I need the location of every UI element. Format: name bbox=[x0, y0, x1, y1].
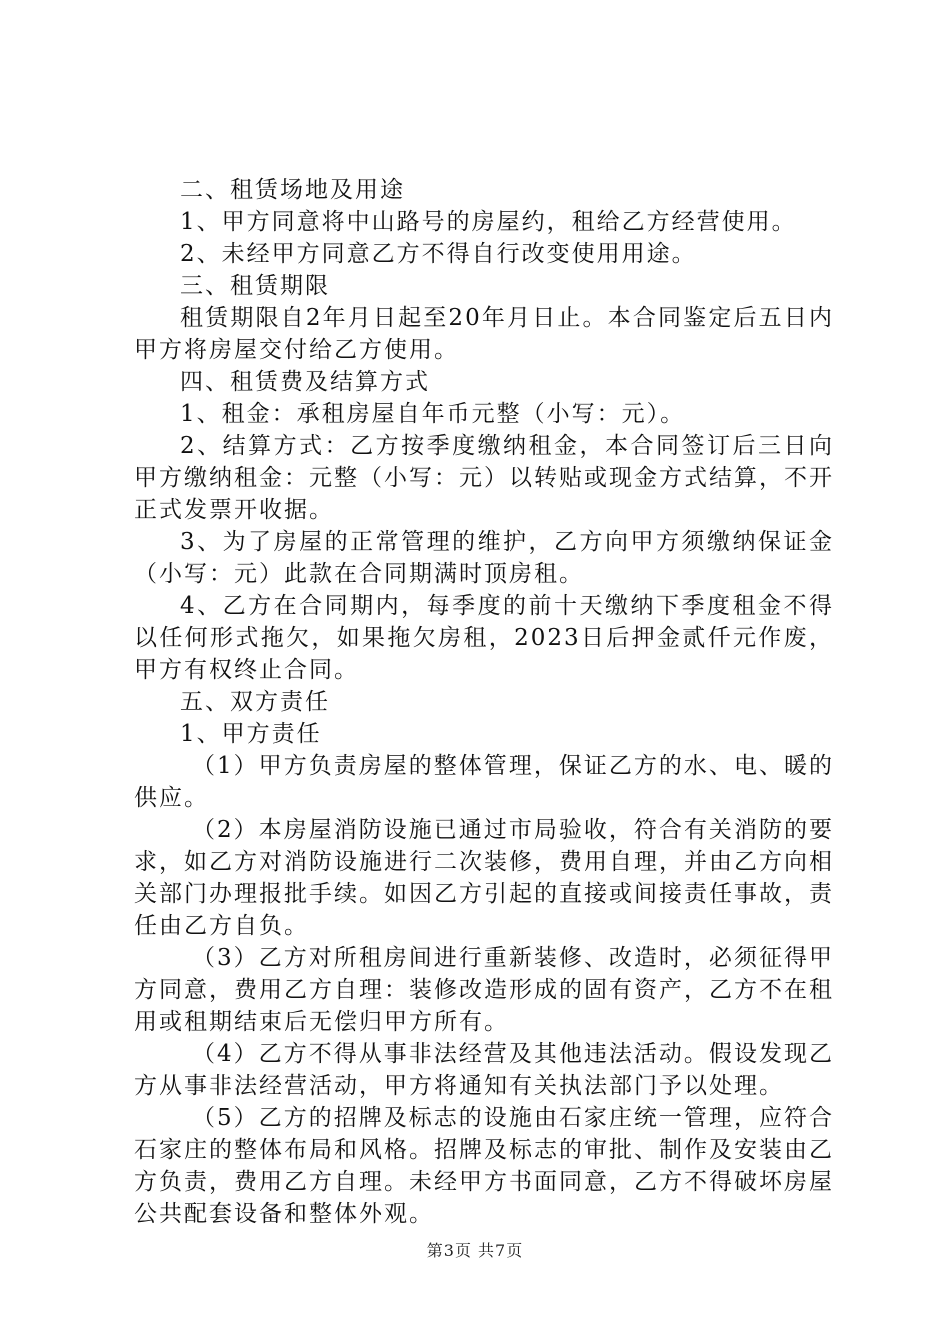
item-5-1-2: （2）本房屋消防设施已通过市局验收，符合有关消防的要求，如乙方对消防设施进行二次装修，费用自理，并由乙方向相关部门办理报批手续。如因乙方引起的直接或间接责任事故，责任由乙方自负。 bbox=[134, 817, 834, 939]
clause-4-4: 4、乙方在合同期内，每季度的前十天缴纳下季度租金不得以任何形式拖欠，如果拖欠房租，2023日后押金贰仟元作废，甲方有权终止合同。 bbox=[134, 593, 834, 683]
section-heading-fees: 四、租赁费及结算方式 bbox=[180, 369, 430, 395]
section-heading-term: 三、租赁期限 bbox=[180, 273, 330, 299]
clause-4-3: 3、为了房屋的正常管理的维护，乙方向甲方须缴纳保证金（小写：元）此款在合同期满时顶房租。 bbox=[134, 529, 834, 587]
item-5-1-1: （1）甲方负责房屋的整体管理，保证乙方的水、电、暖的供应。 bbox=[134, 753, 834, 811]
clause-term: 租赁期限自2年月日起至20年月日止。本合同鉴定后五日内甲方将房屋交付给乙方使用。 bbox=[134, 305, 834, 363]
clause-4-2: 2、结算方式：乙方按季度缴纳租金，本合同签订后三日向甲方缴纳租金：元整（小写：元）以转贴或现金方式结算，不开正式发票开收据。 bbox=[134, 433, 834, 523]
section-heading-responsibilities: 五、双方责任 bbox=[180, 689, 330, 715]
page-number-footer: 第3页 共7页 bbox=[426, 1241, 524, 1260]
clause-2-2: 2、未经甲方同意乙方不得自行改变使用用途。 bbox=[180, 241, 697, 267]
document-body bbox=[134, 174, 834, 1230]
item-5-1-3: （3）乙方对所租房间进行重新装修、改造时，必须征得甲方同意，费用乙方自理：装修改造形成的固有资产，乙方不在租用或租期结束后无偿归甲方所有。 bbox=[134, 945, 834, 1035]
clause-4-1: 1、租金：承租房屋自年币元整（小写：元）。 bbox=[180, 401, 686, 427]
clause-2-1: 1、甲方同意将中山路号的房屋约，租给乙方经营使用。 bbox=[180, 209, 797, 235]
item-5-1-4: （4）乙方不得从事非法经营及其他违法活动。假设发现乙方从事非法经营活动，甲方将通知有关执法部门予以处理。 bbox=[134, 1041, 834, 1099]
section-heading-premises: 二、租赁场地及用途 bbox=[180, 177, 405, 203]
subsection-party-a: 1、甲方责任 bbox=[180, 721, 322, 747]
item-5-1-5: （5）乙方的招牌及标志的设施由石家庄统一管理，应符合石家庄的整体布局和风格。招牌及标志的审批、制作及安装由乙方负责，费用乙方自理。未经甲方书面同意，乙方不得破坏房屋公共配套设备和整体外观。 bbox=[134, 1105, 834, 1227]
